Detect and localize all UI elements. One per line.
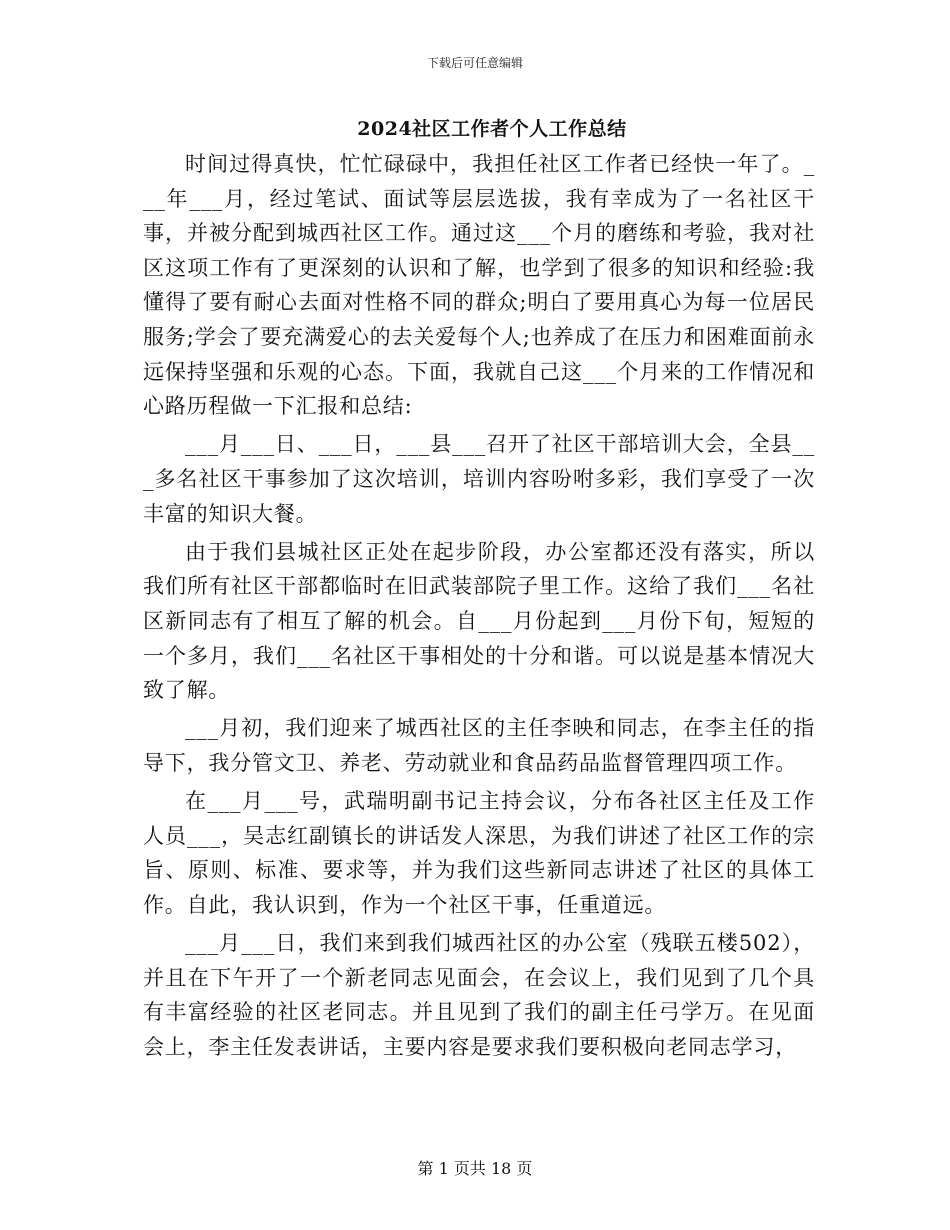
document-body <box>143 147 815 1068</box>
paragraph: 由于我们县城社区正处在起步阶段，办公室都还没有落实，所以我们所有社区干部都临时在旧武装部院子里工作。这给了我们___名社区新同志有了相互了解的机会。自___月份起到___月份下旬，短短的一个多月，我们___名社区干事相处的十分和谐。可以说是基本情况大致了解。 <box>143 539 815 703</box>
paragraph: ___月初，我们迎来了城西社区的主任李映和同志，在李主任的指导下，我分管文卫、养老、劳动就业和食品药品监督管理四项工作。 <box>143 716 815 775</box>
paragraph: 时间过得真快，忙忙碌碌中，我担任社区工作者已经快一年了。___年___月，经过笔试、面试等层层选拔，我有幸成为了一名社区干事，并被分配到城西社区工作。通过这___个月的磨练和考验，我对社区这项工作有了更深刻的认识和了解，也学到了很多的知识和经验:我懂得了要有耐心去面对性格不同的群众;明白了要用真心为每一位居民服务;学会了要充满爱心的去关爱每个人;也养成了在压力和困难面前永远保持坚强和乐观的心态。下面，我就自己这___个月来的工作情况和心路历程做一下汇报和总结: <box>143 152 815 419</box>
document-title: 2024社区工作者个人工作总结 <box>357 118 627 140</box>
paragraph: ___月___日，我们来到我们城西社区的办公室（残联五楼502），并且在下午开了一个新老同志见面会，在会议上，我们见到了几个具有丰富经验的社区老同志。并且见到了我们的副主任弓学万。在见面会上，李主任发表讲话，主要内容是要求我们要积极向老同志学习， <box>143 931 815 1059</box>
header-note: 下载后可任意编辑 <box>426 56 523 70</box>
page-number-footer: 第 1 页共 18 页 <box>417 1159 533 1178</box>
paragraph: ___月___日、___日，___县___召开了社区干部培训大会，全县___多名社区干事参加了这次培训，培训内容吩咐多彩，我们享受了一次丰富的知识大餐。 <box>143 432 815 526</box>
paragraph: 在___月___号，武瑞明副书记主持会议，分布各社区主任及工作人员___，吴志红副镇长的讲话发人深思，为我们讲述了社区工作的宗旨、原则、标准、要求等，并为我们这些新同志讲述了社区的具体工作。自此，我认识到，作为一个社区干事，任重道远。 <box>143 789 815 917</box>
